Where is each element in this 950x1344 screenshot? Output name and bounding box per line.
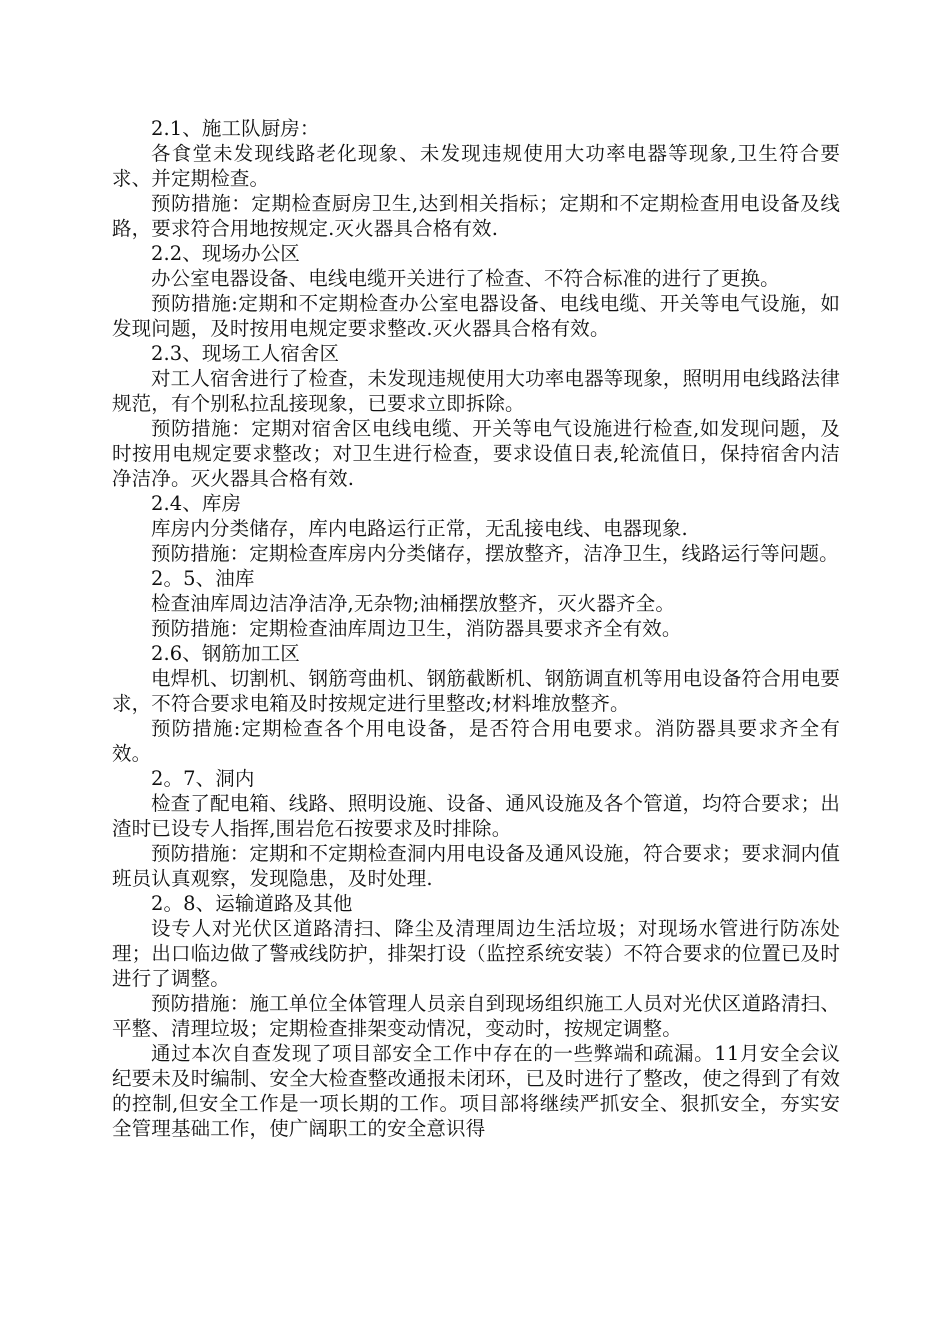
paragraph-office-status: 办公室电器设备、电线电缆开关进行了检查、不符合标准的进行了更换。 bbox=[151, 267, 780, 290]
section-heading-dormitory: 2.3、现场工人宿舍区 bbox=[151, 342, 340, 365]
section-heading-warehouse: 2.4、库房 bbox=[151, 492, 242, 515]
paragraph-dormitory-measures: 预防措施：定期对宿舍区电线电缆、开关等电气设施进行检查,如发现问题，及时按用电规定要求整改；对卫生进行检查，要求设值日表,轮流值日，保持宿舍内洁净洁净。灭火器具合格有效. bbox=[112, 417, 840, 490]
paragraph-office-measures: 预防措施:定期和不定期检查办公室电器设备、电线电缆、开关等电气设施，如发现问题，及时按用电规定要求整改.灭火器具合格有效。 bbox=[112, 292, 840, 340]
section-heading-kitchen: 2.1、施工队厨房： bbox=[151, 117, 320, 140]
section-heading-office: 2.2、现场办公区 bbox=[151, 242, 300, 265]
paragraph-kitchen-measures: 预防措施：定期检查厨房卫生,达到相关指标；定期和不定期检查用电设备及线路，要求符合用地按规定.灭火器具合格有效. bbox=[112, 192, 840, 240]
paragraph-kitchen-status: 各食堂未发现线路老化现象、未发现违规使用大功率电器等现象,卫生符合要求、并定期检查。 bbox=[112, 142, 840, 190]
paragraph-warehouse-measures: 预防措施：定期检查库房内分类储存，摆放整齐，洁净卫生，线路运行等问题。 bbox=[151, 542, 839, 565]
paragraph-rebar-status: 电焊机、切割机、钢筋弯曲机、钢筋截断机、钢筋调直机等用电设备符合用电要求，不符合要求电箱及时按规定进行里整改;材料堆放整齐。 bbox=[112, 667, 840, 715]
paragraph-tunnel-status: 检查了配电箱、线路、照明设施、设备、通风设施及各个管道，均符合要求；出渣时已设专人指挥,围岩危石按要求及时排除。 bbox=[112, 792, 840, 840]
paragraph-conclusion: 通过本次自查发现了项目部安全工作中存在的一些弊端和疏漏。11月安全会议纪要未及时编制、安全大检查整改通报未闭环，已及时进行了整改，使之得到了有效的控制,但安全工作是一项长期的工作。项目部将继续严抓安全、狠抓安全，夯实安全管理基础工作，使广阔职工的安全意识得 bbox=[112, 1042, 840, 1140]
section-heading-roads: 2。8、运输道路及其他 bbox=[151, 892, 353, 915]
document-page bbox=[112, 116, 840, 1141]
paragraph-roads-measures: 预防措施：施工单位全体管理人员亲自到现场组织施工人员对光伏区道路清扫、平整、清理垃圾；定期检查排架变动情况，变动时，按规定调整。 bbox=[112, 992, 840, 1040]
paragraph-oil-depot-status: 检查油库周边洁净洁净,无杂物;油桶摆放整齐，灭火器齐全。 bbox=[151, 592, 675, 615]
paragraph-warehouse-status: 库房内分类储存，库内电路运行正常，无乱接电线、电器现象. bbox=[151, 517, 688, 540]
paragraph-rebar-measures: 预防措施:定期检查各个用电设备，是否符合用电要求。消防器具要求齐全有效。 bbox=[112, 717, 840, 765]
section-heading-rebar-area: 2.6、钢筋加工区 bbox=[151, 642, 300, 665]
paragraph-dormitory-status: 对工人宿舍进行了检查，未发现违规使用大功率电器等现象，照明用电线路法律规范，有个别私拉乱接现象，已要求立即拆除。 bbox=[112, 367, 840, 415]
paragraph-roads-status: 设专人对光伏区道路清扫、降尘及清理周边生活垃圾；对现场水管进行防冻处理；出口临边做了警戒线防护，排架打设（监控系统安装）不符合要求的位置已及时进行了调整。 bbox=[112, 917, 840, 990]
paragraph-oil-depot-measures: 预防措施：定期检查油库周边卫生，消防器具要求齐全有效。 bbox=[151, 617, 682, 640]
paragraph-tunnel-measures: 预防措施：定期和不定期检查洞内用电设备及通风设施，符合要求；要求洞内值班员认真观察，发现隐患，及时处理. bbox=[112, 842, 840, 890]
section-heading-oil-depot: 2。5、油库 bbox=[151, 567, 255, 590]
section-heading-tunnel: 2。7、洞内 bbox=[151, 767, 255, 790]
